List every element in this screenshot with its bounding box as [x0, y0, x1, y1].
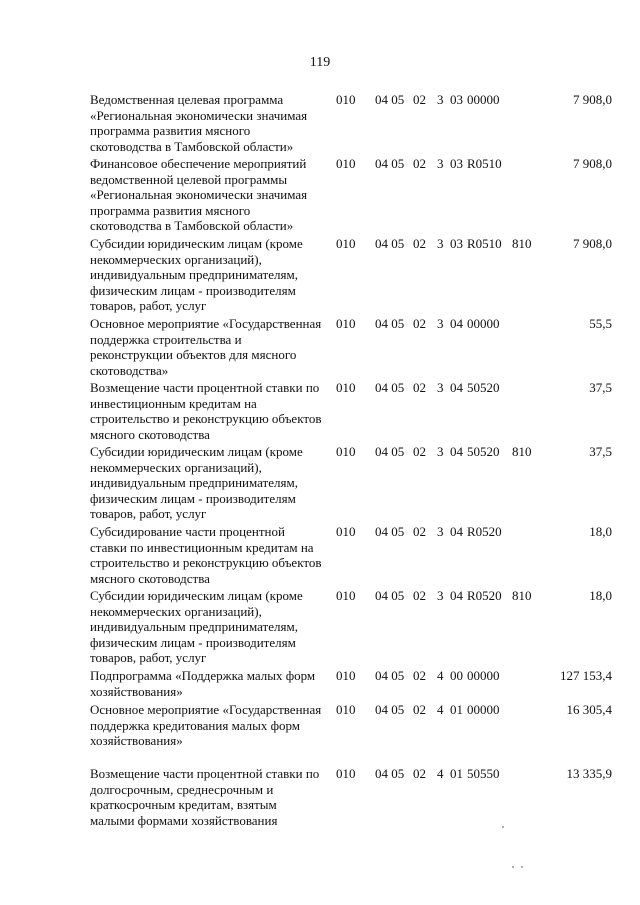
sum-value: 7 908,0: [573, 236, 612, 251]
subprogram-code: 3: [437, 380, 444, 395]
event-code: 04: [450, 380, 463, 395]
sum-value: 7 908,0: [573, 156, 612, 171]
direction-code: 00000: [467, 702, 500, 717]
row-description: Ведомственная целевая программа «Региональная экономически значимая программа развития мясного скотоводства в Тамбовской области»: [90, 92, 308, 154]
section-code: 04 05: [375, 316, 405, 331]
scan-artifact: [512, 866, 514, 868]
direction-code: 50520: [467, 380, 500, 395]
ministry-code: 010: [336, 588, 356, 603]
ministry-code: 010: [336, 380, 356, 395]
sum-value: 37,5: [589, 444, 612, 459]
sum-value: 7 908,0: [573, 92, 612, 107]
program-code: 02: [413, 316, 426, 331]
subprogram-code: 3: [437, 156, 444, 171]
ministry-code: 010: [336, 444, 356, 459]
subprogram-code: 3: [437, 444, 444, 459]
program-code: 02: [413, 156, 426, 171]
sum-value: 13 335,9: [566, 766, 612, 781]
row-description: Субсидирование части процентной ставки по инвестиционным кредитам на строительство и реконструкцию объектов мясного скотоводства: [90, 524, 322, 586]
event-code: 01: [450, 766, 463, 781]
section-code: 04 05: [375, 156, 405, 171]
program-code: 02: [413, 702, 426, 717]
row-description: Основное мероприятие «Государственная поддержка строительства и реконструкции объектов для мясного скотоводства»: [90, 316, 322, 378]
ministry-code: 010: [336, 668, 356, 683]
row-description: Субсидии юридическим лицам (кроме некоммерческих организаций), индивидуальным предпринимателям, физическим лицам - производителям товаров, работ, услуг: [90, 236, 303, 313]
subprogram-code: 3: [437, 316, 444, 331]
section-code: 04 05: [375, 236, 405, 251]
scan-artifact: [521, 866, 523, 868]
event-code: 03: [450, 92, 463, 107]
ministry-code: 010: [336, 524, 356, 539]
event-code: 04: [450, 444, 463, 459]
direction-code: 00000: [467, 92, 500, 107]
ministry-code: 010: [336, 156, 356, 171]
program-code: 02: [413, 668, 426, 683]
expense-type-code: 810: [512, 444, 532, 459]
direction-code: R0520: [467, 524, 502, 539]
sum-value: 37,5: [589, 380, 612, 395]
direction-code: 00000: [467, 316, 500, 331]
sum-value: 127 153,4: [560, 668, 612, 683]
direction-code: R0510: [467, 156, 502, 171]
event-code: 04: [450, 588, 463, 603]
section-code: 04 05: [375, 380, 405, 395]
sum-value: 18,0: [589, 524, 612, 539]
program-code: 02: [413, 236, 426, 251]
section-code: 04 05: [375, 92, 405, 107]
page-number: 119: [309, 55, 331, 70]
subprogram-code: 3: [437, 236, 444, 251]
table-row: [90, 156, 612, 232]
section-code: 04 05: [375, 668, 405, 683]
program-code: 02: [413, 588, 426, 603]
sum-value: 55,5: [589, 316, 612, 331]
direction-code: 50520: [467, 444, 500, 459]
table-row: [90, 316, 612, 376]
direction-code: R0520: [467, 588, 502, 603]
table-row: [90, 236, 612, 312]
row-description: Подпрограмма «Поддержка малых форм хозяйствования»: [90, 668, 316, 699]
program-code: 02: [413, 380, 426, 395]
row-description: Возмещение части процентной ставки по долгосрочным, среднесрочным и краткосрочным кредитам, взятым малыми формами хозяйствования: [90, 766, 320, 828]
subprogram-code: 3: [437, 524, 444, 539]
expense-type-code: 810: [512, 236, 532, 251]
direction-code: 50550: [467, 766, 500, 781]
sum-value: 16 305,4: [566, 702, 612, 717]
table-row: [90, 588, 612, 664]
table-row: [90, 524, 612, 584]
direction-code: R0510: [467, 236, 502, 251]
program-code: 02: [413, 444, 426, 459]
scan-artifact: [502, 826, 504, 828]
event-code: 04: [450, 524, 463, 539]
table-row: [90, 702, 612, 762]
table-row: [90, 380, 612, 440]
ministry-code: 010: [336, 702, 356, 717]
subprogram-code: 3: [437, 92, 444, 107]
section-code: 04 05: [375, 766, 405, 781]
table-row: [90, 92, 612, 152]
expense-type-code: 810: [512, 588, 532, 603]
event-code: 03: [450, 236, 463, 251]
subprogram-code: 3: [437, 588, 444, 603]
section-code: 04 05: [375, 524, 405, 539]
budget-table: [90, 92, 612, 830]
row-description: Основное мероприятие «Государственная поддержка кредитования малых форм хозяйствования»: [90, 702, 322, 748]
ministry-code: 010: [336, 766, 356, 781]
row-description: Субсидии юридическим лицам (кроме некоммерческих организаций), индивидуальным предпринимателям, физическим лицам - производителям товаров, работ, услуг: [90, 444, 303, 521]
direction-code: 00000: [467, 668, 500, 683]
program-code: 02: [413, 766, 426, 781]
event-code: 03: [450, 156, 463, 171]
ministry-code: 010: [336, 316, 356, 331]
program-code: 02: [413, 92, 426, 107]
row-description: Финансовое обеспечение мероприятий ведомственной целевой программы «Региональная экономически значимая программа развития мясного скотоводства в Тамбовской области»: [90, 156, 308, 233]
sum-value: 18,0: [589, 588, 612, 603]
table-row: [90, 766, 612, 826]
event-code: 04: [450, 316, 463, 331]
event-code: 01: [450, 702, 463, 717]
subprogram-code: 4: [437, 766, 444, 781]
section-code: 04 05: [375, 588, 405, 603]
table-row: [90, 444, 612, 520]
row-description: Субсидии юридическим лицам (кроме некоммерческих организаций), индивидуальным предпринимателям, физическим лицам - производителям товаров, работ, услуг: [90, 588, 303, 665]
table-row: [90, 668, 612, 698]
section-code: 04 05: [375, 444, 405, 459]
row-description: Возмещение части процентной ставки по инвестиционным кредитам на строительство и реконструкцию объектов мясного скотоводства: [90, 380, 322, 442]
ministry-code: 010: [336, 236, 356, 251]
program-code: 02: [413, 524, 426, 539]
subprogram-code: 4: [437, 702, 444, 717]
section-code: 04 05: [375, 702, 405, 717]
subprogram-code: 4: [437, 668, 444, 683]
ministry-code: 010: [336, 92, 356, 107]
event-code: 00: [450, 668, 463, 683]
